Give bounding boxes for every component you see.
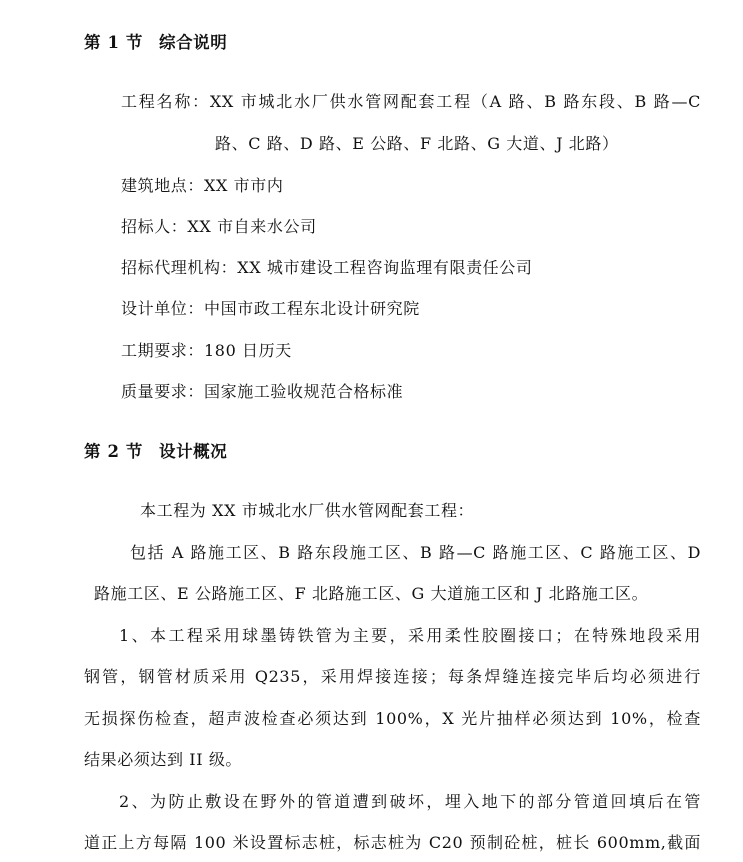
location-value: XX 市市内 <box>204 176 284 195</box>
quality-value: 国家施工验收规范合格标准 <box>204 382 404 401</box>
section-1-heading <box>84 32 227 54</box>
project-name-line-1 <box>121 91 701 113</box>
tenderer-label: 招标人： <box>121 217 188 236</box>
scope-line-2: 路施工区、E 公路施工区、F 北路施工区、G 大道施工区和 J 北路施工区。 <box>94 584 649 603</box>
section-1-title: 综合说明 <box>158 33 228 52</box>
project-name-value: XX 市城北水厂供水管网配套工程（A 路、B 路东段、B 路—C <box>209 92 701 111</box>
quality-row <box>121 381 403 403</box>
section-2-title: 设计概况 <box>158 442 228 461</box>
location-row <box>121 175 283 197</box>
scope-line-1: 包括 A 路施工区、B 路东段施工区、B 路—C 路施工区、C 路施工区、D <box>130 543 701 562</box>
section-2-number: 第 2 节 <box>84 442 143 461</box>
item-1-line-1: 1、本工程采用球墨铸铁管为主要，采用柔性胶圈接口；在特殊地段采用 <box>119 626 701 645</box>
tenderer-value: XX 市自来水公司 <box>187 217 317 236</box>
duration-row <box>121 340 292 362</box>
project-name-line-2: 路、C 路、D 路、E 公路、F 北路、G 大道、J 北路） <box>215 134 619 153</box>
designer-value: 中国市政工程东北设计研究院 <box>204 299 420 318</box>
design-intro: 本工程为 XX 市城北水厂供水管网配套工程： <box>140 501 475 520</box>
agency-value: XX 城市建设工程咨询监理有限责任公司 <box>237 258 533 277</box>
item-2-line-2: 道正上方每隔 100 米设置标志桩，标志桩为 C20 预制砼桩，桩长 600mm,截面 <box>84 833 701 852</box>
item-1-line-4: 结果必须达到 II 级。 <box>84 750 243 769</box>
agency-row <box>121 257 532 279</box>
item-1-line-3: 无损探伤检查，超声波检查必须达到 100%，X 光片抽样必须达到 10%，检查 <box>84 709 701 728</box>
item-2-line-1: 2、为防止敷设在野外的管道遭到破坏，埋入地下的部分管道回填后在管 <box>119 792 701 811</box>
agency-label: 招标代理机构： <box>121 258 238 277</box>
duration-label: 工期要求： <box>121 341 205 360</box>
quality-label: 质量要求： <box>121 382 205 401</box>
location-label: 建筑地点： <box>121 176 205 195</box>
item-1-line-2: 钢管，钢管材质采用 Q235，采用焊接连接；每条焊缝连接完毕后均必须进行 <box>84 667 701 686</box>
designer-label: 设计单位： <box>121 299 205 318</box>
section-1-number: 第 1 节 <box>84 33 143 52</box>
designer-row <box>121 298 420 320</box>
tenderer-row <box>121 216 317 238</box>
project-name-label: 工程名称： <box>121 92 210 111</box>
section-2-heading <box>84 441 227 463</box>
duration-value: 180 日历天 <box>204 341 292 360</box>
